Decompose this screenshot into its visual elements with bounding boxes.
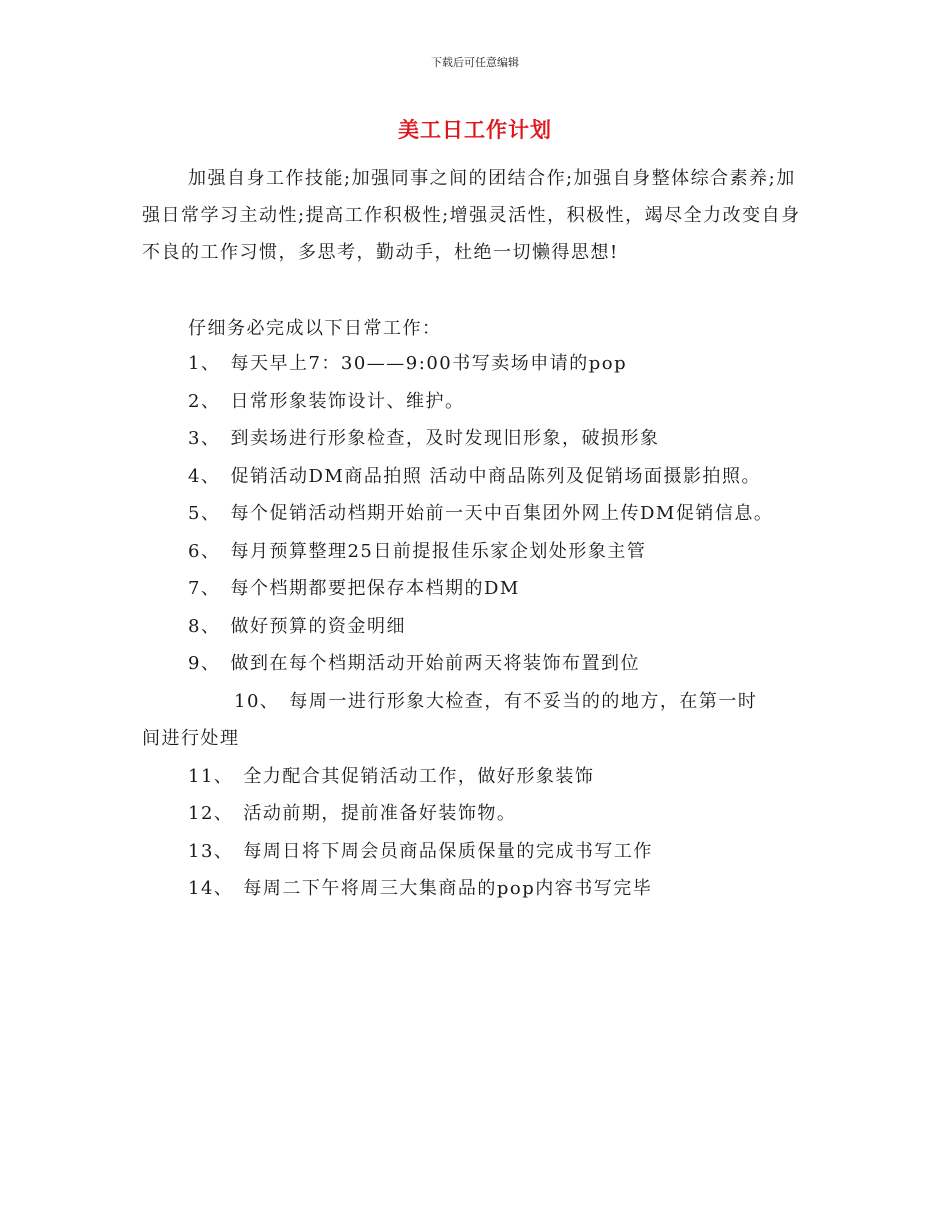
list-item <box>142 833 842 871</box>
item-text: 每月预算整理25日前提报佳乐家企划处形象主管 <box>230 540 647 562</box>
list-item <box>142 645 842 683</box>
list-item <box>142 533 842 571</box>
list-item <box>142 495 842 533</box>
item-number: 7、 <box>188 578 221 599</box>
list-item <box>142 608 842 646</box>
lead-sentence: 仔细务必完成以下日常工作： <box>188 318 442 339</box>
item-text: 日常形象装饰设计、维护。 <box>230 390 465 412</box>
item-text: 活动前期，提前准备好装饰物。 <box>243 803 517 824</box>
item-number: 13、 <box>188 840 234 862</box>
item-text: 全力配合其促销活动工作，做好形象装饰 <box>243 765 595 787</box>
list-item <box>142 458 842 496</box>
item-number: 2、 <box>188 390 221 412</box>
intro-paragraph: 加强自身工作技能;加强同事之间的团结合作;加强自身整体综合素养;加强日常学习主动性;提高工作积极性;增强灵活性，积极性，竭尽全力改变自身不良的工作习惯，多思考，勤动手，杜绝一切懒得思想! <box>142 168 801 263</box>
item-text: 做好预算的资金明细 <box>230 615 406 637</box>
item-text: 促销活动DM商品拍照 活动中商品陈列及促销场面摄影拍照。 <box>230 465 762 487</box>
item-text: 每周一进行形象大检查，有不妥当的的地方，在第一时间进行处理 <box>142 690 758 749</box>
item-number: 9、 <box>188 653 221 674</box>
item-text: 每个促销活动档期开始前一天中百集团外网上传DM促销信息。 <box>230 503 774 524</box>
item-text: 每个档期都要把保存本档期的DM <box>230 578 520 599</box>
item-number: 12、 <box>188 803 234 824</box>
item-number: 1、 <box>188 353 221 374</box>
document-title: 美工日工作计划 <box>398 118 552 142</box>
item-number: 5、 <box>188 503 221 524</box>
header-note: 下载后可任意编辑 <box>431 56 519 69</box>
item-number: 3、 <box>188 428 221 449</box>
task-list <box>142 345 842 908</box>
item-number: 6、 <box>188 540 221 562</box>
item-number: 11、 <box>188 765 234 787</box>
item-number: 10、 <box>234 690 280 712</box>
item-text: 每周日将下周会员商品保质保量的完成书写工作 <box>243 840 653 862</box>
list-item <box>142 383 842 421</box>
list-item <box>142 758 842 796</box>
item-text: 做到在每个档期活动开始前两天将装饰布置到位 <box>230 653 640 674</box>
list-item <box>142 345 842 383</box>
item-text: 到卖场进行形象检查，及时发现旧形象，破损形象 <box>230 428 660 449</box>
item-number: 8、 <box>188 615 221 637</box>
list-item <box>142 795 842 833</box>
item-text: 每天早上7：30——9:00书写卖场申请的pop <box>230 353 628 374</box>
list-item <box>142 870 842 908</box>
item-number: 4、 <box>188 465 221 487</box>
item-text: 每周二下午将周三大集商品的pop内容书写完毕 <box>243 878 653 899</box>
item-number: 14、 <box>188 878 234 899</box>
list-item <box>142 683 762 758</box>
list-item <box>142 570 842 608</box>
list-item <box>142 420 842 458</box>
